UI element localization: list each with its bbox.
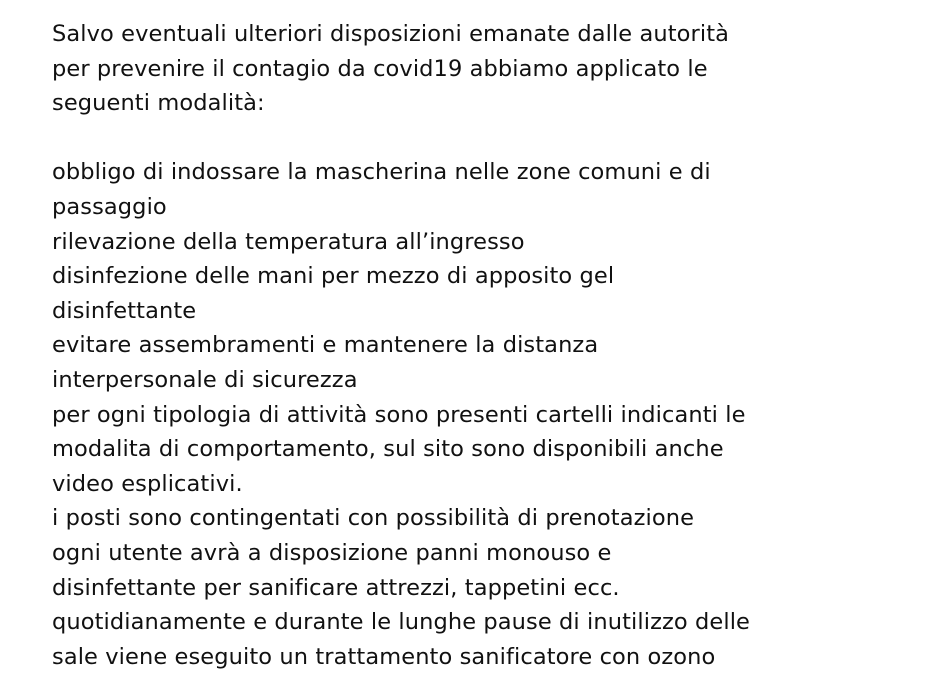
rule-item-disposable-cloths — [52, 536, 912, 605]
rule-line: sale viene eseguito un trattamento sanificatore con ozono — [52, 643, 716, 670]
rule-item-distancing — [52, 328, 912, 397]
rule-line: interpersonale di sicurezza — [52, 366, 358, 393]
rule-line: disinfettante per sanificare attrezzi, tappetini ecc. — [52, 574, 620, 601]
rule-item-ozone-treatment — [52, 605, 912, 674]
rule-line: rilevazione della temperatura all’ingresso — [52, 228, 525, 255]
rule-line: video esplicativi. — [52, 470, 243, 497]
rule-item-hand-sanitizing — [52, 259, 912, 328]
rule-line: per ogni tipologia di attività sono presenti cartelli indicanti le — [52, 401, 746, 428]
intro-line: per prevenire il contagio da covid19 abbiamo applicato le — [52, 55, 708, 82]
paragraph-spacer — [52, 121, 912, 156]
rule-item-limited-places — [52, 501, 912, 536]
rule-line: modalita di comportamento, sul sito sono disponibili anche — [52, 436, 724, 463]
rule-line: disinfezione delle mani per mezzo di apposito gel — [52, 263, 615, 290]
rules-list — [52, 155, 912, 674]
rule-item-mask — [52, 155, 912, 224]
rule-line: ogni utente avrà a disposizione panni monouso e — [52, 539, 612, 566]
rule-line: disinfettante — [52, 297, 197, 324]
rule-line: quotidianamente e durante le lunghe pause di inutilizzo delle — [52, 609, 750, 636]
intro-line: Salvo eventuali ulteriori disposizioni emanate dalle autorità — [52, 21, 730, 47]
rule-line: obbligo di indossare la mascherina nelle zone comuni e di — [52, 159, 711, 186]
rule-item-signage — [52, 398, 912, 502]
intro-line: seguenti modalità: — [52, 90, 265, 117]
rule-line: i posti sono contingentati con possibilità di prenotazione — [52, 505, 695, 532]
rule-item-temperature — [52, 225, 912, 260]
covid-notice — [52, 17, 912, 674]
rule-line: passaggio — [52, 193, 167, 220]
rule-line: evitare assembramenti e mantenere la distanza — [52, 332, 599, 359]
intro-paragraph — [52, 17, 912, 121]
